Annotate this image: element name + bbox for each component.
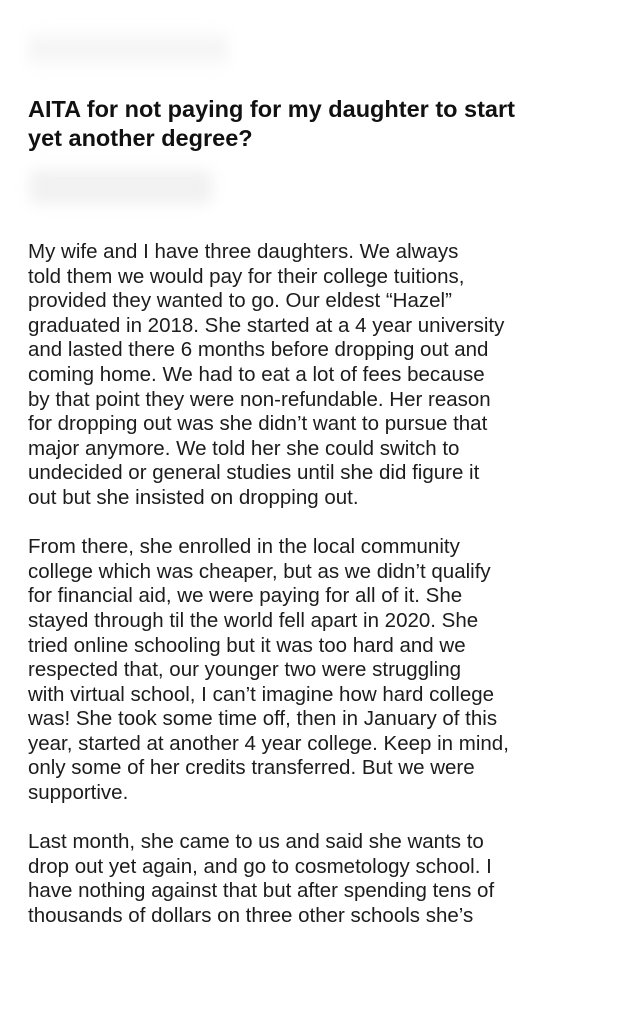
body-line: out but she insisted on dropping out.: [28, 485, 359, 509]
body-line: for dropping out was she didn’t want to pursue that: [28, 412, 488, 436]
body-line: supportive.: [28, 781, 129, 805]
body-line: with virtual school, I can’t imagine how hard college: [28, 682, 495, 706]
title-line: AITA for not paying for my daughter to start: [28, 96, 515, 122]
body-line: by that point they were non-refundable. Her reason: [28, 387, 491, 411]
paragraph-gap: [28, 806, 598, 831]
body-line: undecided or general studies until she did figure it: [28, 461, 480, 485]
title-line: yet another degree?: [28, 125, 253, 151]
body-line: stayed through til the world fell apart in 2020. She: [28, 608, 479, 632]
body-line: year, started at another 4 year college. Keep in mind,: [28, 731, 509, 755]
post-body: [28, 240, 598, 929]
body-line: drop out yet again, and go to cosmetology school. I: [28, 854, 492, 878]
redacted-subheader-area: [30, 170, 212, 204]
body-line: college which was cheaper, but as we didn’t qualify: [28, 559, 491, 583]
paragraph-3: [28, 830, 598, 928]
body-line: respected that, our younger two were struggling: [28, 658, 462, 682]
body-line: told them we would pay for their college tuitions,: [28, 264, 465, 288]
body-line: From there, she enrolled in the local community: [28, 535, 460, 559]
paragraph-1: [28, 240, 598, 511]
body-line: thousands of dollars on three other schools she’s: [28, 904, 474, 928]
body-line: major anymore. We told her she could switch to: [28, 436, 460, 460]
body-line: was! She took some time off, then in January of this: [28, 707, 498, 731]
paragraph-2: [28, 535, 598, 806]
body-line: Last month, she came to us and said she wants to: [28, 830, 484, 854]
body-line: and lasted there 6 months before dropping out and: [28, 338, 489, 362]
body-line: only some of her credits transferred. But we were: [28, 756, 475, 780]
post-title: [28, 95, 598, 153]
redacted-header-area: [28, 26, 228, 72]
paragraph-gap: [28, 511, 598, 536]
body-line: My wife and I have three daughters. We always: [28, 240, 459, 263]
body-line: provided they wanted to go. Our eldest “Hazel”: [28, 289, 452, 313]
body-line: coming home. We had to eat a lot of fees because: [28, 362, 485, 386]
body-line: for financial aid, we were paying for all of it. She: [28, 584, 463, 608]
body-line: tried online schooling but it was too hard and we: [28, 633, 466, 657]
body-line: have nothing against that but after spending tens of: [28, 879, 495, 903]
body-line: graduated in 2018. She started at a 4 year university: [28, 313, 505, 337]
